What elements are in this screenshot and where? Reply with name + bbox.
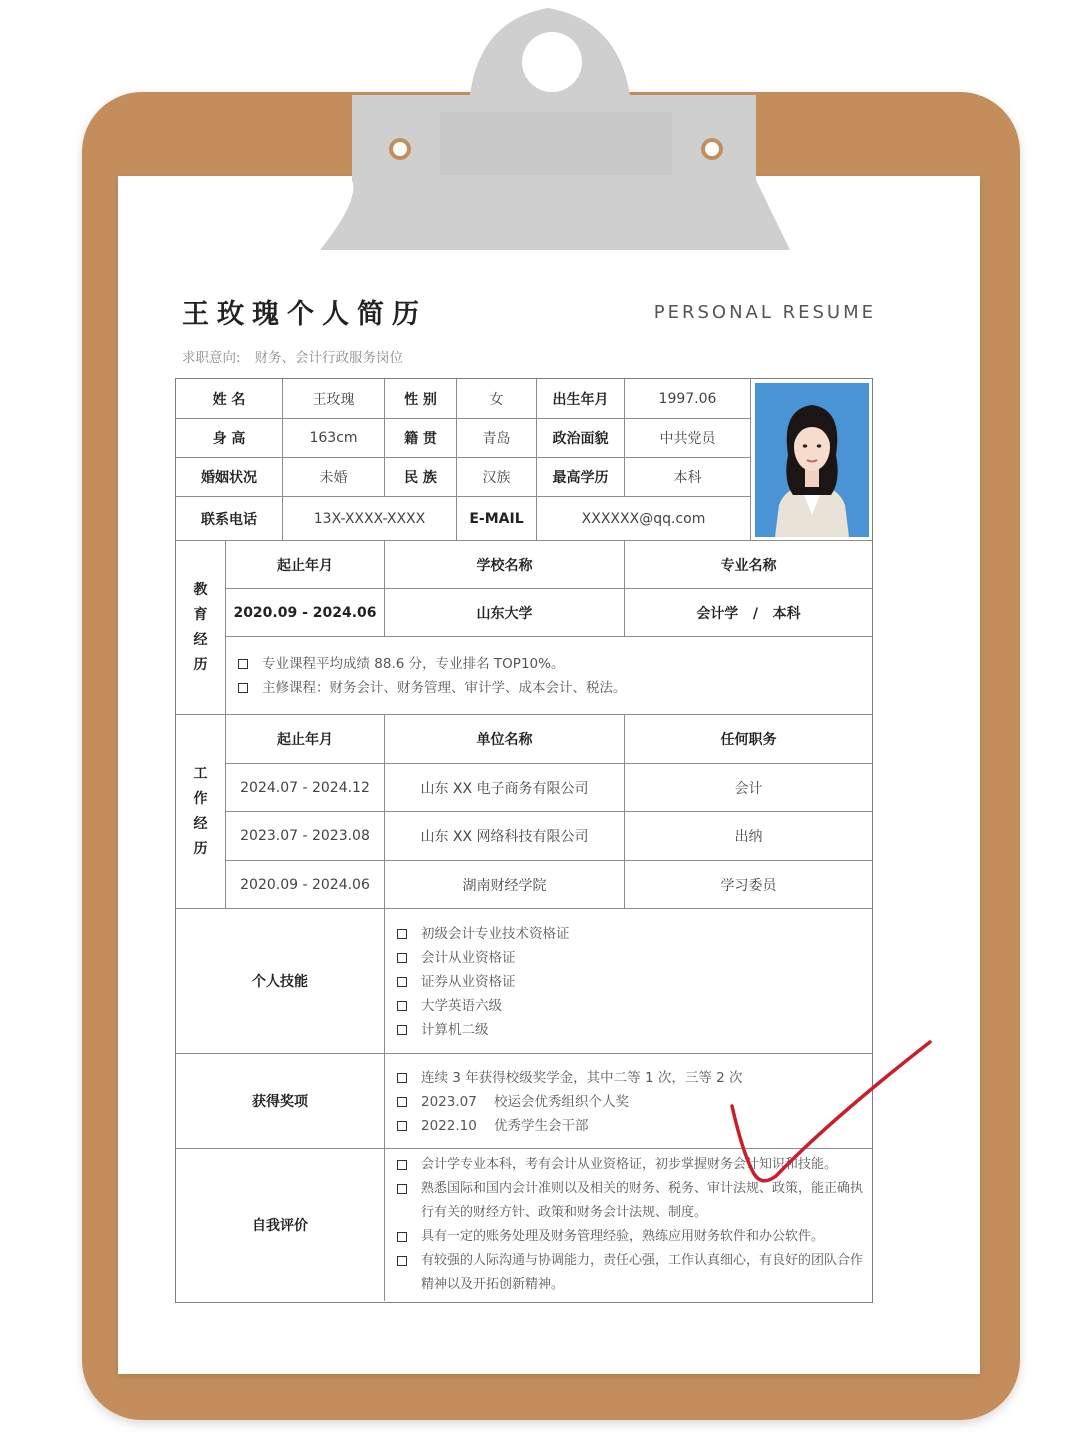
list-item: 连续 3 年获得校级奖学金，其中二等 1 次，三等 2 次 [397, 1066, 872, 1090]
list-item: 计算机二级 [397, 1018, 872, 1042]
checkbox-square-icon [397, 1073, 407, 1083]
birth-value: 1997.06 [625, 379, 751, 419]
marital-label: 婚姻状况 [176, 458, 283, 497]
native-value: 青岛 [457, 419, 537, 458]
name-value: 王玫瑰 [283, 379, 385, 419]
ethnic-label: 民 族 [385, 458, 457, 497]
skills-label: 个人技能 [176, 909, 385, 1054]
work-header-company: 单位名称 [385, 715, 625, 764]
checkbox-square-icon [397, 1184, 407, 1194]
self-eval-label: 自我评价 [176, 1149, 385, 1301]
checkbox-square-icon [397, 1121, 407, 1131]
job-intent-value: 财务、会计行政服务岗位 [254, 350, 404, 366]
profile-photo [755, 383, 869, 537]
skills-list [385, 909, 872, 1054]
education-char-1: 教 [193, 581, 208, 598]
work-char-3: 经 [193, 815, 208, 832]
edu-notes-list [226, 637, 872, 715]
checkbox-square-icon [397, 929, 407, 939]
ethnic-value: 汉族 [457, 458, 537, 497]
awards-list [385, 1054, 872, 1149]
list-item: 具有一定的账务处理及财务管理经验，熟练应用财务软件和办公软件。 [397, 1225, 872, 1249]
work-side-label [176, 715, 226, 909]
checkbox-square-icon [397, 1160, 407, 1170]
checkbox-square-icon [397, 1232, 407, 1242]
work-header-position: 任何职务 [625, 715, 872, 764]
resume-title-en: PERSONAL RESUME [653, 302, 876, 323]
list-item: 2023.07 校运会优秀组织个人奖 [397, 1090, 872, 1114]
list-item: 会计从业资格证 [397, 946, 872, 970]
checkbox-square-icon [397, 1001, 407, 1011]
resume-table [175, 378, 873, 1303]
work-char-4: 历 [193, 840, 208, 857]
education-char-2: 育 [193, 606, 208, 623]
list-item: 证券从业资格证 [397, 970, 872, 994]
checkbox-square-icon [397, 1256, 407, 1266]
checkbox-square-icon [397, 1097, 407, 1107]
political-label: 政治面貌 [537, 419, 625, 458]
list-item: 初级会计专业技术资格证 [397, 922, 872, 946]
list-item: 主修课程：财务会计、财务管理、审计学、成本会计、税法。 [238, 676, 872, 700]
edu-period: 2020.09 - 2024.06 [226, 589, 385, 637]
height-value: 163cm [283, 419, 385, 458]
work-row-3-period: 2020.09 - 2024.06 [226, 861, 385, 909]
list-item: 会计学专业本科，考有会计从业资格证，初步掌握财务会计知识和技能。 [397, 1153, 872, 1177]
clipboard-clip-icon [0, 0, 1080, 270]
education-char-4: 历 [193, 656, 208, 673]
self-eval-list [385, 1149, 872, 1301]
awards-label: 获得奖项 [176, 1054, 385, 1149]
checkbox-square-icon [397, 977, 407, 987]
edu-school: 山东大学 [385, 589, 625, 637]
email-value: XXXXXX@qq.com [537, 497, 751, 541]
birth-label: 出生年月 [537, 379, 625, 419]
phone-value: 13X-XXXX-XXXX [283, 497, 457, 541]
work-row-1-company: 山东 XX 电子商务有限公司 [385, 764, 625, 812]
degree-value: 本科 [625, 458, 751, 497]
phone-label: 联系电话 [176, 497, 283, 541]
checkbox-square-icon [238, 683, 248, 693]
work-row-1-period: 2024.07 - 2024.12 [226, 764, 385, 812]
checkbox-square-icon [397, 1025, 407, 1035]
edu-header-major: 专业名称 [625, 541, 872, 589]
education-side-label [176, 541, 226, 715]
list-item: 有较强的人际沟通与协调能力，责任心强，工作认真细心，有良好的团队合作精神以及开拓创新精神。 [397, 1249, 872, 1297]
gender-value: 女 [457, 379, 537, 419]
job-intent-label: 求职意向: [182, 350, 241, 366]
email-label: E-MAIL [457, 497, 537, 541]
degree-label: 最高学历 [537, 458, 625, 497]
list-item: 熟悉国际和国内会计准则以及相关的财务、税务、审计法规、政策，能正确执行有关的财经方针、政策和财务会计法规、制度。 [397, 1177, 872, 1225]
work-header-period: 起止年月 [226, 715, 385, 764]
work-row-3-position: 学习委员 [625, 861, 872, 909]
political-value: 中共党员 [625, 419, 751, 458]
marital-value: 未婚 [283, 458, 385, 497]
name-label: 姓 名 [176, 379, 283, 419]
work-row-1-position: 会计 [625, 764, 872, 812]
education-char-3: 经 [193, 631, 208, 648]
edu-header-school: 学校名称 [385, 541, 625, 589]
work-row-2-period: 2023.07 - 2023.08 [226, 812, 385, 861]
gender-label: 性 别 [385, 379, 457, 419]
native-label: 籍 贯 [385, 419, 457, 458]
checkbox-square-icon [397, 953, 407, 963]
edu-header-period: 起止年月 [226, 541, 385, 589]
work-char-1: 工 [193, 765, 208, 782]
list-item: 专业课程平均成绩 88.6 分，专业排名 TOP10%。 [238, 652, 872, 676]
edu-major: 会计学 / 本科 [625, 589, 872, 637]
list-item: 大学英语六级 [397, 994, 872, 1018]
checkbox-square-icon [238, 659, 248, 669]
height-label: 身 高 [176, 419, 283, 458]
work-row-2-position: 出纳 [625, 812, 872, 861]
job-intent [182, 346, 403, 366]
resume-title: 王玫瑰个人简历 [182, 299, 427, 330]
list-item: 2022.10 优秀学生会干部 [397, 1114, 872, 1138]
work-char-2: 作 [193, 790, 208, 807]
work-row-3-company: 湖南财经学院 [385, 861, 625, 909]
work-row-2-company: 山东 XX 网络科技有限公司 [385, 812, 625, 861]
